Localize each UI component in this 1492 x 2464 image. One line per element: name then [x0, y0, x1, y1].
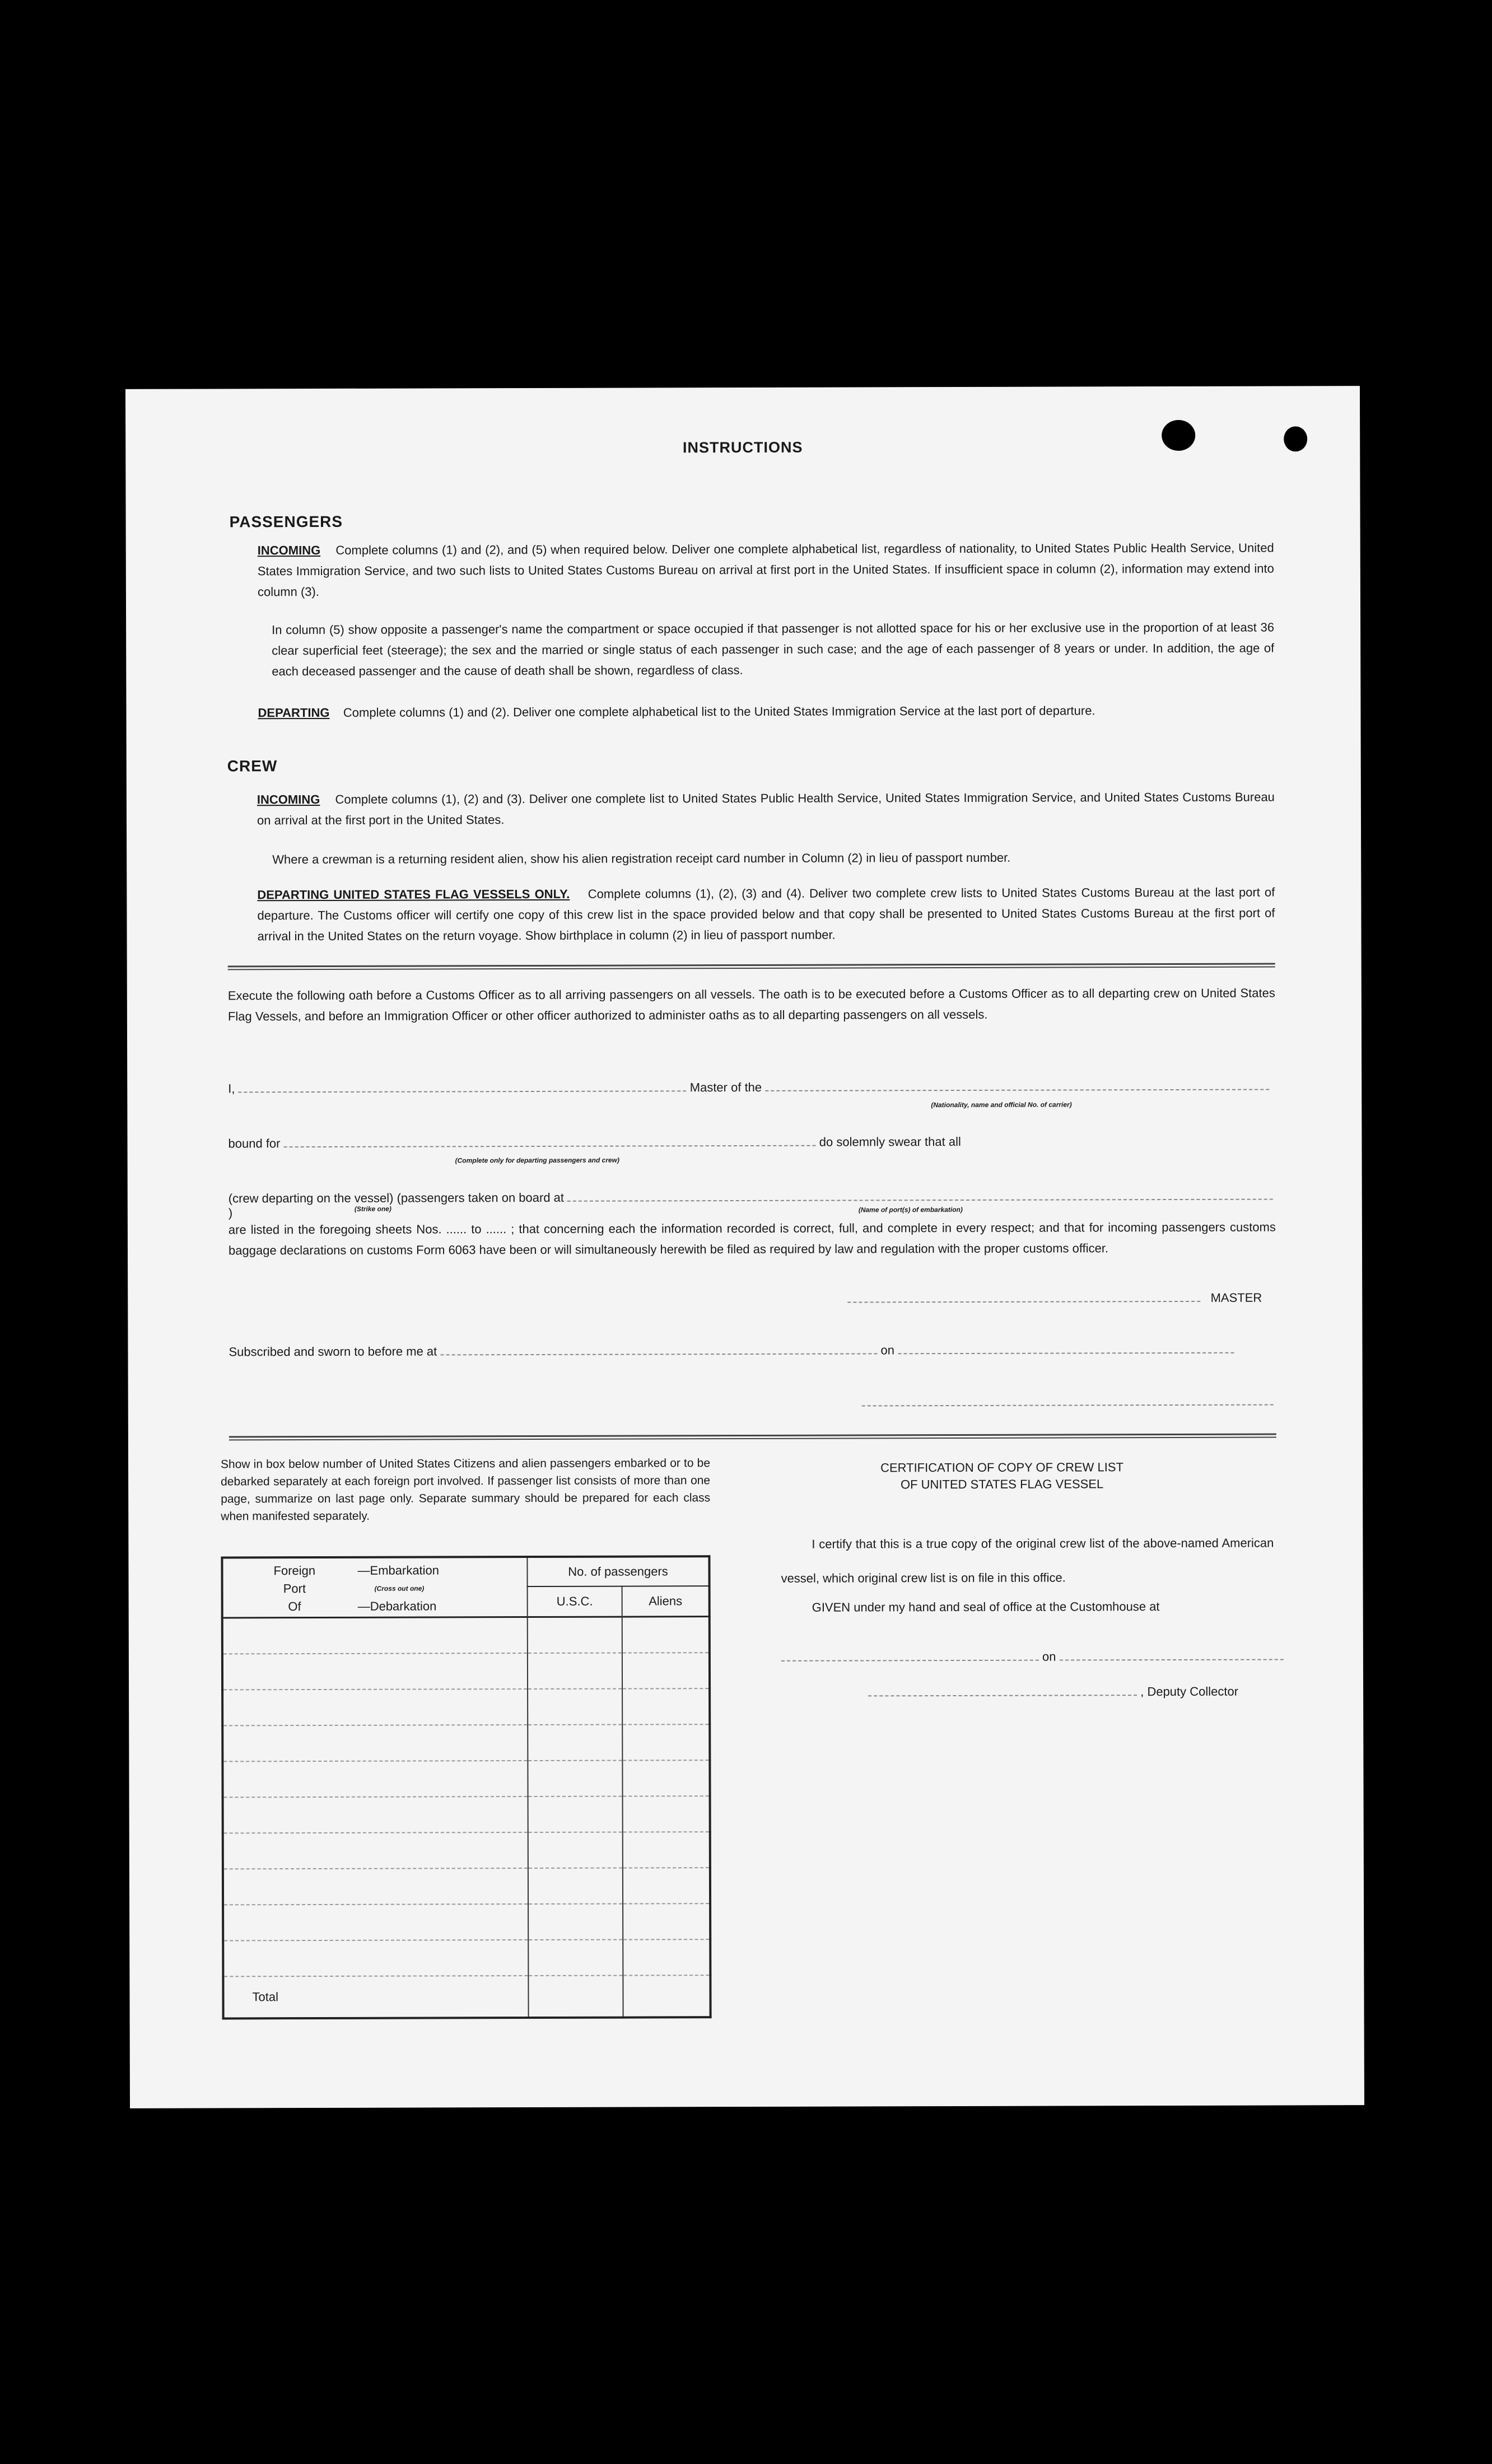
- master-of-label: Master of the: [689, 1080, 762, 1095]
- aliens-cell[interactable]: [623, 1939, 710, 1975]
- table-row: [222, 1617, 710, 1654]
- port-embarkation-field[interactable]: [567, 1190, 1273, 1202]
- form-sheet: [125, 386, 1364, 2108]
- table-row: [222, 1724, 710, 1761]
- embarkation-label: —Embarkation: [357, 1563, 440, 1578]
- passengers-departing: [258, 700, 1274, 724]
- usc-cell[interactable]: [528, 1832, 623, 1868]
- crew-departing-text: Complete columns (1), (2), (3) and (4). Deliver two complete crew lists to United States Customs Bureau at the last port of departure. The Customs officer will certify one copy of this crew list in the space provided below and that copy shall be presented to United States Customs Bureau at the first port of arrival in the United States on the return voyage. Show birthplace in column (2) in lieu of passport number.: [257, 885, 1275, 944]
- departing-note: (Complete only for departing passengers and crew): [455, 1156, 620, 1165]
- carrier-field[interactable]: [765, 1080, 1269, 1091]
- port-cell[interactable]: [222, 1689, 528, 1725]
- strike-one-note: (Strike one): [354, 1205, 391, 1213]
- table-row: [223, 1832, 710, 1869]
- swear-label: do solemnly swear that all: [819, 1134, 961, 1149]
- port-label: Port: [283, 1581, 306, 1596]
- oath-i-label: I,: [228, 1081, 235, 1096]
- officer-signature: [862, 1394, 1274, 1410]
- aliens-cell[interactable]: [622, 1760, 710, 1796]
- departing-label: DEPARTING: [258, 705, 330, 720]
- crew-incoming-label: INCOMING: [257, 792, 320, 807]
- crew-resident: Where a crewman is a returning resident alien, show his alien registration receipt card number in Column (2) in lieu of passport number.: [272, 850, 1011, 867]
- certify-text: I certify that this is a true copy of the original crew list of the above-named American vessel, which original crew list is on file in this office.: [781, 1536, 1274, 1585]
- oath-intro: Execute the following oath before a Customs Officer as to all arriving passengers on all vessels. The oath is to be executed before a Customs Officer as to all departing crew on United States Flag Vessels, and before an Immigration Officer or other officer authorized to administer oaths as to all departing passengers on all vessels.: [227, 986, 1275, 1024]
- bound-for-field[interactable]: [284, 1136, 816, 1147]
- passengers-heading: PASSENGERS: [229, 512, 343, 531]
- aliens-cell[interactable]: [622, 1688, 710, 1724]
- table-row: [222, 1760, 710, 1797]
- subscribed-line: [229, 1342, 1276, 1360]
- passenger-summary-table: [221, 1555, 711, 2019]
- passengers-incoming: [258, 538, 1274, 603]
- close-paren: ): [228, 1206, 233, 1220]
- usc-cell[interactable]: [528, 1868, 623, 1904]
- subscribed-on-label: on: [880, 1343, 895, 1357]
- usc-cell[interactable]: [528, 1940, 623, 1976]
- nationality-note: (Nationality, name and official No. of carrier): [931, 1100, 1072, 1109]
- table-row: [223, 1868, 710, 1905]
- cross-out-note: (Cross out one): [374, 1584, 425, 1593]
- master-name-field[interactable]: [239, 1081, 687, 1093]
- table-row: [222, 1653, 710, 1690]
- total-label: Total: [252, 1990, 279, 2004]
- certification-title: [778, 1459, 1226, 1494]
- port-cell[interactable]: [222, 1653, 528, 1690]
- crew-heading: CREW: [227, 757, 278, 775]
- departing-text: Complete columns (1) and (2). Deliver one complete alphabetical list to the United States Immigration Service at the last port of departure.: [343, 703, 1095, 720]
- subscribed-place-field[interactable]: [440, 1344, 877, 1355]
- master-label: MASTER: [1210, 1290, 1262, 1305]
- oath-listed: are listed in the foregoing sheets Nos. ...... to ...... ; that concerning each the information recorded is correct, full, and complete in every respect; and that for incoming passengers customs baggage declarations on customs Form 6063 have been or will simultaneously herewith be filed as required by law and regulation with the proper customs officer.: [228, 1220, 1276, 1258]
- table-row: [223, 1903, 710, 1940]
- port-cell[interactable]: [223, 1904, 528, 1940]
- given-text: GIVEN under my hand and seal of office at the Customhouse at: [812, 1599, 1160, 1614]
- debarkation-label: —Debarkation: [357, 1599, 437, 1613]
- usc-cell[interactable]: [528, 1904, 623, 1940]
- port-cell[interactable]: [222, 1617, 528, 1654]
- usc-cell[interactable]: [528, 1617, 622, 1653]
- total-usc-cell[interactable]: [528, 1976, 623, 2018]
- divider-bottom: [229, 1434, 1276, 1441]
- customhouse-line: [781, 1649, 1284, 1664]
- oath-line-master: [228, 1079, 1275, 1096]
- port-cell[interactable]: [223, 1940, 528, 1976]
- table-row: [222, 1688, 710, 1725]
- subscribed-label: Subscribed and sworn to before me at: [229, 1344, 437, 1359]
- cert-date-field[interactable]: [1060, 1650, 1284, 1660]
- aliens-cell[interactable]: [623, 1868, 710, 1903]
- aliens-header: Aliens: [622, 1586, 710, 1617]
- foreign-port-header: [222, 1557, 527, 1618]
- crew-incoming: [257, 787, 1275, 831]
- port-note: (Name of port(s) of embarkation): [858, 1205, 963, 1214]
- aliens-cell[interactable]: [622, 1617, 710, 1653]
- of-label: Of: [288, 1599, 301, 1614]
- port-cell[interactable]: [223, 1832, 528, 1869]
- port-cell[interactable]: [223, 1796, 528, 1833]
- deputy-line: [868, 1684, 1238, 1700]
- table-row: [223, 1796, 710, 1833]
- crew-incoming-text: Complete columns (1), (2) and (3). Deliver one complete list to United States Public Health Service, United States Immigration Service, and United States Customs Bureau on arrival at the first port in the United States.: [257, 790, 1275, 828]
- crew-departing-label-oath: (crew departing on the vessel) (passengers taken on board at: [228, 1190, 565, 1206]
- subscribed-date-field[interactable]: [898, 1343, 1234, 1355]
- officer-signature-field[interactable]: [862, 1396, 1274, 1407]
- table-row: [223, 1939, 710, 1976]
- certification-title-line2: OF UNITED STATES FLAG VESSEL: [900, 1477, 1104, 1492]
- incoming-text: Complete columns (1) and (2), and (5) when required below. Deliver one complete alphabetical list, regardless of nationality, to United States Public Health Service, United States Immigration Service, and two such lists to United States Customs Bureau on arrival at first port in the United States. If insufficient space in column (2), information may extend into column (3).: [257, 540, 1274, 599]
- incoming-label: INCOMING: [257, 543, 321, 558]
- usc-cell[interactable]: [528, 1653, 622, 1689]
- crew-departing: [257, 882, 1275, 947]
- master-signature: [847, 1291, 1262, 1306]
- summary-instructions: Show in box below number of United States Citizens and alien passengers embarked or to be debarked separately at each foreign port involved. If passenger list consists of more than one page, summarize on last page only. Separate summary should be prepared for each class when manifested separately.: [220, 1457, 711, 1523]
- divider-top: [228, 963, 1275, 970]
- customhouse-field[interactable]: [781, 1651, 1039, 1662]
- summary-header-row: [222, 1556, 709, 1587]
- master-signature-field[interactable]: [847, 1292, 1200, 1303]
- foreign-label: Foreign: [273, 1564, 316, 1578]
- bound-for-label: bound for: [228, 1136, 281, 1151]
- port-cell[interactable]: [222, 1761, 528, 1797]
- aliens-cell[interactable]: [622, 1653, 710, 1688]
- port-cell[interactable]: [222, 1725, 528, 1761]
- usc-cell[interactable]: [528, 1689, 622, 1725]
- no-passengers-header: No. of passengers: [527, 1556, 709, 1586]
- total-aliens-cell[interactable]: [623, 1975, 710, 2017]
- passengers-column5: In column (5) show opposite a passenger's name the compartment or space occupied if that passenger is not allotted space for his or her exclusive use in the proportion of at least 36 clear superficial feet (steerage); the sex and the married or single status of each passenger in such case; and the age of each passenger of 8 years or under. In addition, the age of each deceased passenger and the cause of death shall be shown, regardless of class.: [272, 620, 1275, 679]
- aliens-cell[interactable]: [623, 1832, 710, 1868]
- deputy-label: , Deputy Collector: [1140, 1684, 1239, 1699]
- usc-cell[interactable]: [528, 1796, 623, 1832]
- usc-cell[interactable]: [528, 1761, 622, 1796]
- port-cell[interactable]: [223, 1868, 528, 1905]
- deputy-signature-field[interactable]: [868, 1686, 1137, 1696]
- aliens-cell[interactable]: [623, 1796, 710, 1832]
- oath-line-bound: [228, 1134, 1275, 1151]
- total-row: [223, 1975, 710, 2018]
- crew-departing-label: DEPARTING UNITED STATES FLAG VESSELS ONLY.: [257, 886, 570, 902]
- certification-title-line1: CERTIFICATION OF COPY OF CREW LIST: [880, 1460, 1124, 1475]
- aliens-cell[interactable]: [623, 1903, 710, 1939]
- usc-cell[interactable]: [528, 1725, 622, 1761]
- aliens-cell[interactable]: [622, 1724, 710, 1760]
- usc-header: U.S.C.: [528, 1586, 622, 1617]
- cert-on-label: on: [1042, 1649, 1056, 1664]
- page-title: INSTRUCTIONS: [682, 438, 803, 456]
